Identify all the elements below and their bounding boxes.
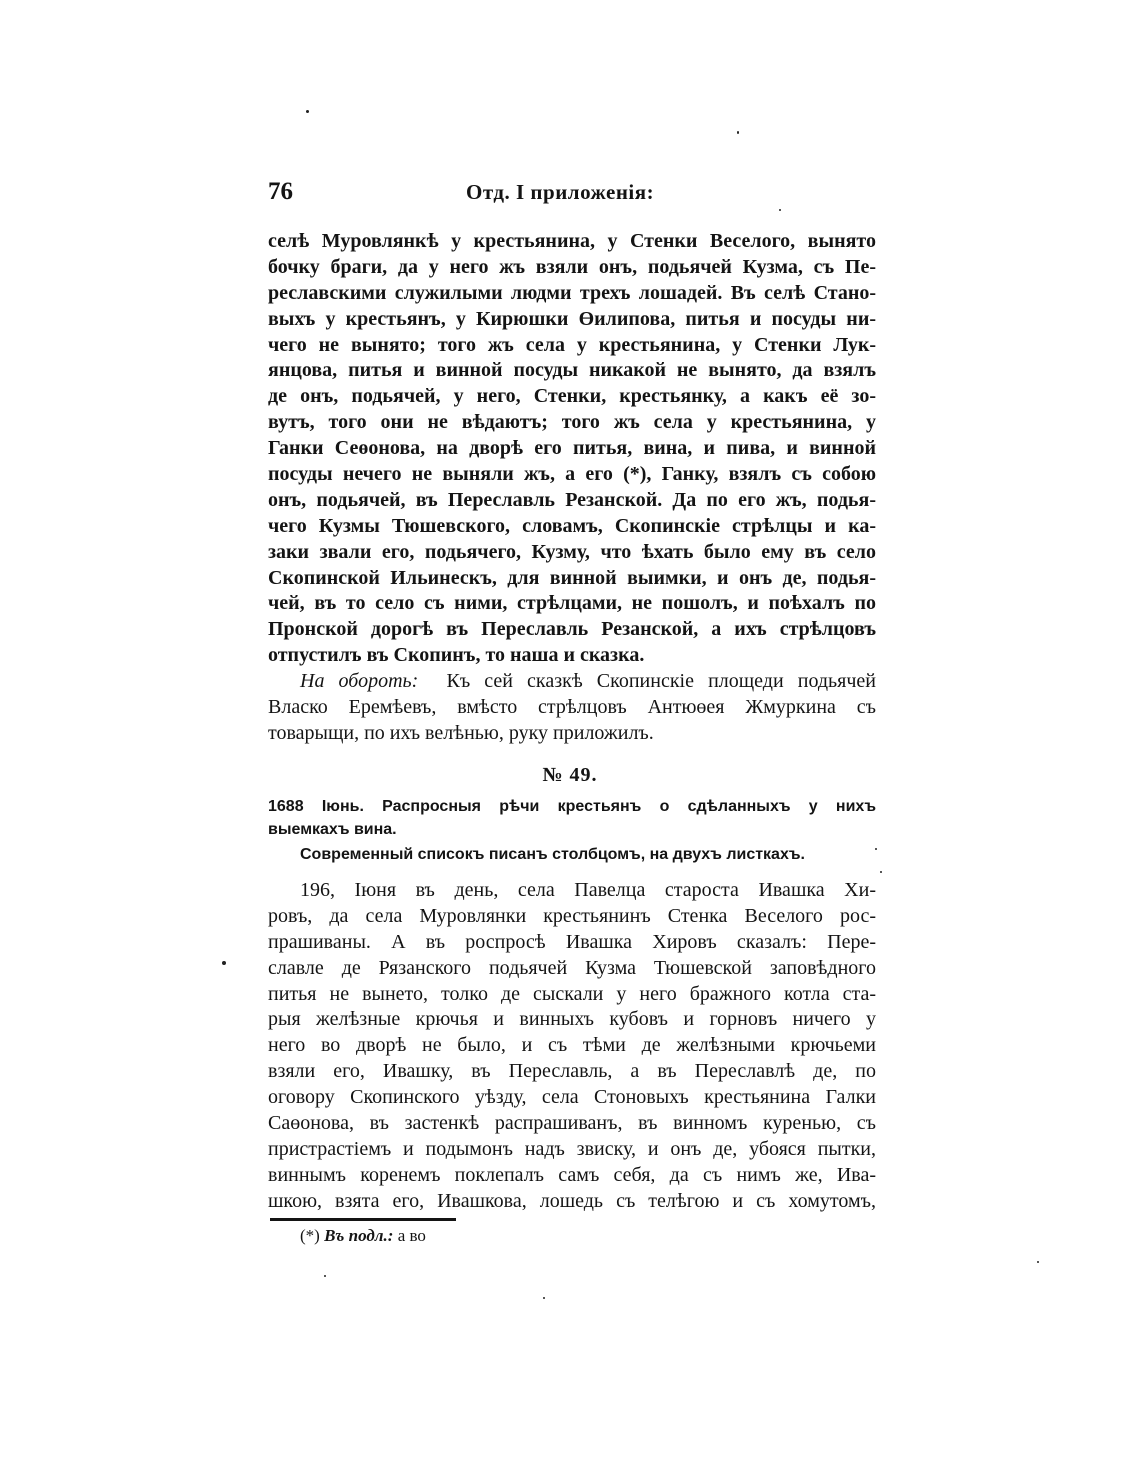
text-line: онъ, подьячей, въ Переславль Резанской. Да по его жъ, подья- bbox=[268, 488, 876, 511]
text-line: Ганки Сеөонова, на дворѣ его питья, вина, и пива, и винной bbox=[268, 437, 876, 460]
endorsement-line bbox=[268, 669, 876, 695]
endorsement-line: товарыщи, по ихъ велѣнью, руку приложилъ. bbox=[268, 721, 654, 744]
footnote-label: Въ подл.: bbox=[324, 1226, 394, 1245]
text-line: прашиваны. А въ роспросѣ Ивашка Хировъ сказалъ: Пере- bbox=[268, 930, 876, 953]
text-line: Саөонова, въ застенкѣ распрашиванъ, въ винномъ куренью, съ bbox=[268, 1112, 876, 1135]
scan-speck bbox=[324, 1275, 326, 1277]
scan-speck bbox=[779, 209, 781, 211]
document-text bbox=[268, 878, 876, 1215]
page-number: 76 bbox=[268, 178, 293, 205]
document-title bbox=[268, 795, 876, 841]
continuation-text bbox=[268, 229, 876, 747]
text-line: взяли его, Ивашку, въ Переславль, а въ Переславлѣ де, по bbox=[268, 1060, 876, 1083]
scan-speck bbox=[880, 871, 882, 873]
text-line: оговору Скопинского уѣзду, села Стоновыхъ крестьянина Галки bbox=[268, 1086, 876, 1109]
text-line: славле де Рязанского подьячей Кузма Тюшевской заповѣдного bbox=[268, 956, 876, 979]
endorsement-label: На обороть: bbox=[300, 670, 419, 693]
scan-speck bbox=[543, 1297, 545, 1299]
text-line: чего не вынято; того жъ села у крестьянина, у Стенки Лук- bbox=[268, 333, 876, 356]
text-line: него во дворѣ не было, и съ тѣми де желѣзными крючьеми bbox=[268, 1034, 876, 1057]
text-line: заки звали его, подьячего, Кузму, что ѣхать было ему въ село bbox=[268, 540, 876, 563]
text-line: отпустилъ въ Скопинъ, то наша и сказка. bbox=[268, 644, 645, 667]
document-source-note: Современный списокъ писанъ столбцомъ, на двухъ листкахъ. bbox=[300, 846, 805, 863]
text-line: виннымъ коренемъ поклепалъ самъ себя, да съ нимъ же, Ива- bbox=[268, 1163, 876, 1186]
text-line: 196, Іюня въ день, села Павелца староста Ивашка Хи- bbox=[300, 879, 876, 901]
text-line: де онъ, подьячей, у него, Стенки, крестьянку, а какъ её зо- bbox=[268, 385, 876, 408]
footnote-text: а во bbox=[397, 1226, 426, 1245]
running-head: Отд. I приложенія: bbox=[466, 180, 655, 204]
text-line: вутъ, того они не вѣдаютъ; того жъ села у крестьянина, у bbox=[268, 411, 876, 434]
footnote bbox=[300, 1226, 426, 1246]
text-line: чего Кузмы Тюшевского, словамъ, Скопинскіе стрѣлцы и ка- bbox=[268, 514, 876, 537]
scan-speck bbox=[737, 131, 739, 134]
title-line: выемкахъ вина. bbox=[268, 821, 397, 838]
text-line: Пронской дорогѣ въ Переславль Резанской, а ихъ стрѣлцовъ bbox=[268, 618, 876, 641]
text-line: селѣ Муровлянкѣ у крестьянина, у Стенки Веселого, вынято bbox=[268, 230, 876, 252]
text-line: питья не вынето, толко де сыскали у него бражного котла ста- bbox=[268, 982, 876, 1005]
text-line: реславскими служилыми людми трехъ лошадей. Въ селѣ Стано- bbox=[268, 281, 876, 304]
scan-speck bbox=[1037, 1261, 1039, 1263]
text-line: Скопинской Ильинескъ, для винной выимки, и онъ де, подья- bbox=[268, 566, 876, 589]
text-line: посуды нечего не выняли жъ, а его (*), Ганку, взялъ съ собою bbox=[268, 463, 876, 486]
endorsement-text: Къ сей сказкѣ Скопинскіе площеди подьячей bbox=[446, 670, 877, 693]
text-line: рыя желѣзные крючья и винныхъ кубовъ и горновъ ничего у bbox=[268, 1008, 876, 1031]
text-line: ровъ, да села Муровлянки крестьянинъ Стенка Веселого рос- bbox=[268, 904, 876, 927]
page-header bbox=[268, 178, 876, 214]
document-number: № 49. bbox=[542, 764, 598, 786]
text-line: бочку браги, да у него жъ взяли онъ, подьячей Кузма, съ Пе- bbox=[268, 255, 876, 278]
scan-speck bbox=[306, 110, 309, 113]
scan-speck bbox=[222, 961, 226, 965]
text-line: шкою, взята его, Ивашкова, лошедь съ телѣгою и съ хомутомъ, bbox=[268, 1189, 876, 1212]
footnote-divider bbox=[270, 1218, 456, 1221]
scan-speck bbox=[875, 848, 877, 850]
text-line: пристрастіемъ и подымонъ надъ звиску, и онъ де, убояся пытки, bbox=[268, 1137, 876, 1160]
text-line: янцова, питья и винной посуды никакой не вынято, да взялъ bbox=[268, 359, 876, 382]
text-line: чей, въ то село съ ними, стрѣлцами, не пошолъ, и поѣхалъ по bbox=[268, 592, 876, 615]
text-line: выхъ у крестьянъ, у Кирюшки Өилипова, питья и посуды ни- bbox=[268, 307, 876, 330]
endorsement-line: Власко Еремѣевъ, вмѣсто стрѣлцовъ Антюөея Жмуркина съ bbox=[268, 696, 876, 719]
footnote-marker: (*) bbox=[300, 1226, 320, 1245]
title-line: 1688 Іюнь. Распросныя рѣчи крестьянъ о сдѣланныхъ у нихъ bbox=[268, 798, 876, 815]
